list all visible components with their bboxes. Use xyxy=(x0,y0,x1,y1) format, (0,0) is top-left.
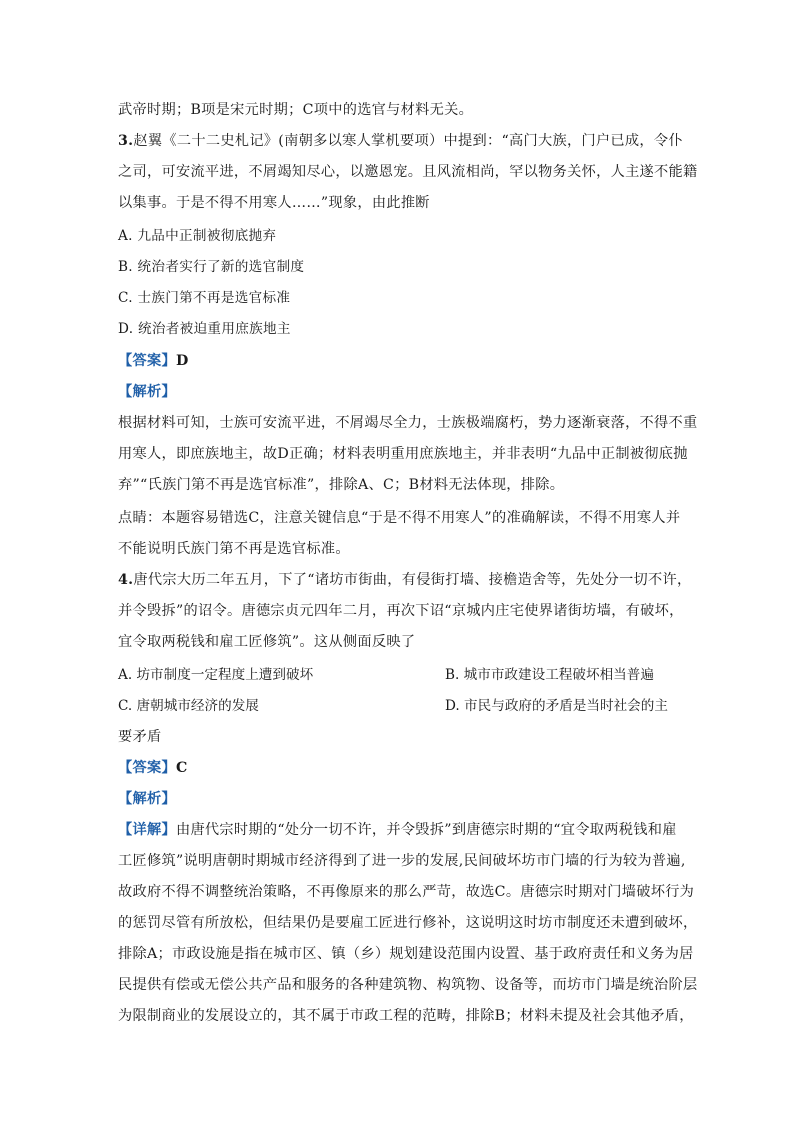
q3-stem-text-1: 赵翼《二十二史札记》(南朝多以寒人掌机要项）中提到：“高门大族，门户已成，令仆 xyxy=(133,133,683,149)
q3-option-b: B. 统治者实行了新的选官制度 xyxy=(118,259,305,275)
q4-detail-line-6: 民提供有偿或无偿公共产品和服务的各种建筑物、构筑物、设备等，而坊市门墙是统治阶层 xyxy=(118,977,698,993)
q3-answer-label: 【答案】 xyxy=(118,353,176,369)
q3-analysis-heading xyxy=(118,382,678,402)
q4-option-d: D. 市民与政府的矛盾是当时社会的主 xyxy=(445,698,668,714)
q4-detail-line-7: 为限制商业的发展设立的，其不属于市政工程的范畴，排除B；材料未提及社会其他矛盾， xyxy=(118,1008,694,1024)
q4-answer xyxy=(118,758,678,778)
q3-tip-line-1: 点睛：本题容易错选C，注意关键信息“于是不得不用寒人”的准确解读，不得不用寒人并 xyxy=(118,510,681,526)
q3-analysis-line-2: 用寒人，即庶族地主，故D正确；材料表明重用庶族地主，并非表明“九品中正制被彻底抛 xyxy=(118,446,688,462)
q3-option-a: A. 九品中正制被彻底抛弃 xyxy=(118,228,277,244)
q3-analysis-line-3: 弃”“氏族门第不再是选官标准”，排除A、C；B材料无法体现，排除。 xyxy=(118,477,565,493)
q3-option-c: C. 士族门第不再是选官标准 xyxy=(118,290,291,306)
q4-option-d-continued: 要矛盾 xyxy=(118,729,162,745)
q4-option-a: A. 坊市制度一定程度上遭到破坏 xyxy=(118,667,314,683)
q3-stem-line-3: 以集事。于是不得不用寒人……”现象，由此推断 xyxy=(118,195,430,211)
q4-stem-text-1: 唐代宗大历二年五月，下了“诸坊市街曲，有侵街打墙、接檐造舍等，先处分一切不许， xyxy=(133,572,692,588)
q3-number: 3. xyxy=(118,133,134,149)
q4-detail-text-1: 由唐代宗时期的“处分一切不许，并令毁拆”到唐德宗时期的“宜令取两税钱和雇 xyxy=(175,822,677,838)
q4-detail-line-3: 故政府不得不调整统治策略，不再像原来的那么严苛，故选C。唐德宗时期对门墙破坏行为 xyxy=(118,884,695,900)
q4-detail-line-4: 的惩罚尽管有所放松，但结果仍是要雇工匠进行修补，这说明这时坊市制度还未遭到破坏， xyxy=(118,915,698,931)
q4-detail-line-2: 工匠修筑”说明唐朝时期城市经济得到了进一步的发展,民间破坏坊市门墙的行为较为普遍, xyxy=(118,853,686,869)
q4-analysis-label: 【解析】 xyxy=(118,791,176,807)
q3-analysis-label: 【解析】 xyxy=(118,384,176,400)
q3-stem-line-1 xyxy=(118,131,683,151)
q3-answer-value: D xyxy=(175,353,189,369)
q4-detail-line-1 xyxy=(118,820,678,840)
q3-answer xyxy=(118,351,678,371)
q4-detail-label: 【详解】 xyxy=(118,822,176,838)
q4-stem-line-2: 并令毁拆”的诏令。唐德宗贞元四年二月，再次下诏“京城内庄宅使界诸街坊墙，有破坏， xyxy=(118,603,684,619)
previous-explanation-line: 武帝时期；B项是宋元时期；C项中的选官与材料无关。 xyxy=(118,102,474,118)
q4-option-c: C. 唐朝城市经济的发展 xyxy=(118,698,259,714)
q4-number: 4. xyxy=(118,572,134,588)
q4-answer-label: 【答案】 xyxy=(118,760,176,776)
q4-answer-value: C xyxy=(175,760,188,776)
q4-detail-line-5: 排除A；市政设施是指在城市区、镇（乡）规划建设范围内设置、基于政府责任和义务为居 xyxy=(118,946,694,962)
q3-analysis-line-1: 根据材料可知，士族可安流平进，不屑竭尽全力，士族极端腐朽，势力逐渐衰落，不得不重 xyxy=(118,415,698,431)
q3-option-d: D. 统治者被迫重用庶族地主 xyxy=(118,321,291,337)
q4-option-b: B. 城市市政建设工程破坏相当普遍 xyxy=(445,667,654,683)
q4-analysis-heading xyxy=(118,789,678,809)
q4-stem-line-3: 宜令取两税钱和雇工匠修筑”。这从侧面反映了 xyxy=(118,634,416,650)
q3-tip-line-2: 不能说明氏族门第不再是选官标准。 xyxy=(118,541,350,557)
q4-stem-line-1 xyxy=(118,570,692,590)
q3-stem-line-2: 之司，可安流平进，不屑竭知尽心，以邀恩宠。且风流相尚，罕以物务关怀，人主遂不能籍 xyxy=(118,164,698,180)
